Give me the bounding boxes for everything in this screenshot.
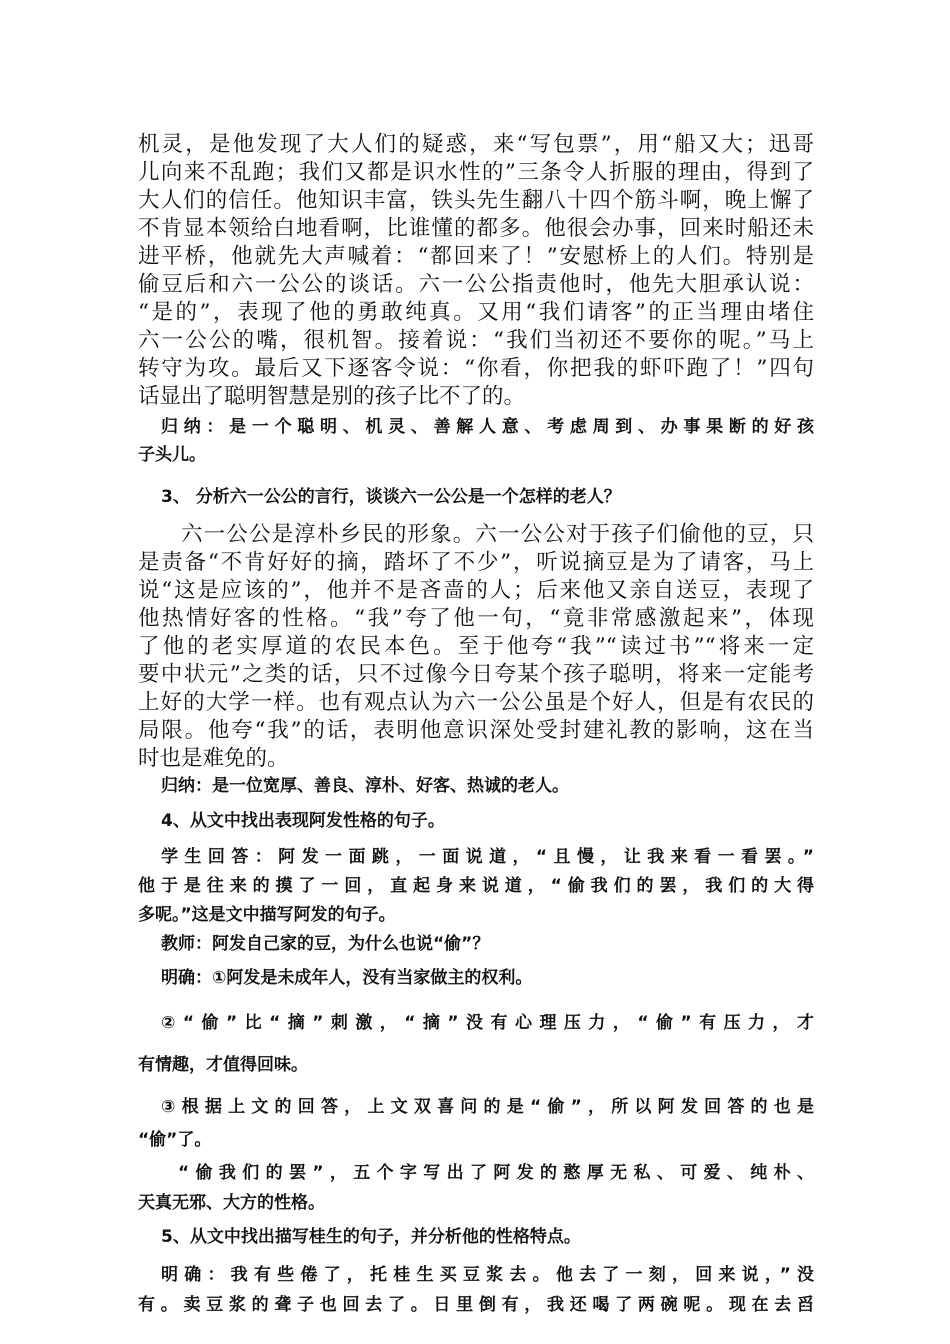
paragraph-line: 六一公公的嘴，很机智。接着说：“我们当初还不要你的呢。”马上 [138, 328, 814, 353]
paragraph-line: 时也是难免的。 [138, 746, 289, 771]
paragraph-line: 机灵，是他发现了大人们的疑惑，来“写包票”，用“船又大；迅哥 [138, 132, 814, 157]
paragraph-line: 说“这是应该的”，他并不是吝啬的人；后来他又亲自送豆，表现了 [138, 578, 814, 603]
question-heading: 5、从文中找出描写桂生的句子，并分析他的性格特点。 [161, 1227, 581, 1247]
answer-line: 他于是往来的摸了一回，直起身来说道，“偷我们的罢，我们的大得 [138, 876, 814, 896]
summary-line: 归纳：是一位宽厚、善良、淳朴、好客、热诚的老人。 [161, 776, 569, 796]
paragraph-line: 六一公公是淳朴乡民的形象。六一公公对于孩子们偷他的豆，只 [181, 522, 814, 547]
paragraph-line: 话显出了聪明智慧是别的孩子比不了的。 [138, 384, 526, 409]
answer-line: 有情趣，才值得回味。 [138, 1055, 308, 1075]
paragraph-line: 他热情好客的性格。“我”夸了他一句，“竟非常感激起来”，体现 [138, 606, 814, 631]
summary-line: 归纳：是一个聪明、机灵、善解人意、考虑周到、办事果断的好孩 [161, 417, 814, 437]
paragraph-line: 要中状元”之类的话，只不过像今日夸某个孩子聪明，将来一定能考 [138, 662, 814, 687]
answer-line: 天真无邪、大方的性格。 [138, 1193, 325, 1213]
question-heading: 3、 分析六一公公的言行，谈谈六一公公是一个怎样的老人？ [161, 487, 621, 507]
paragraph-line: 进平桥，他就先大声喊着：“都回来了！”安慰桥上的人们。特别是 [138, 244, 814, 269]
answer-line: 教师：阿发自己家的豆，为什么也说“偷”？ [161, 934, 490, 954]
answer-line: ③根据上文的回答，上文双喜问的是“偷”，所以阿发回答的也是 [161, 1097, 814, 1117]
paragraph-line: 了他的老实厚道的农民本色。至于他夸“我”“读过书”“将来一定 [138, 634, 814, 659]
paragraph-line: 儿向来不乱跑；我们又都是识水性的”三条令人折服的理由，得到了 [138, 160, 814, 185]
answer-line: 学生回答：阿发一面跳，一面说道，“且慢，让我来看一看罢。” [161, 847, 814, 867]
answer-line: 多呢。”这是文中描写阿发的句子。 [138, 905, 396, 925]
paragraph-line: 不肯显本领给白地看啊，比谁懂的都多。他很会办事，回来时船还未 [138, 216, 814, 241]
answer-line: 明确：①阿发是未成年人，没有当家做主的权利。 [161, 968, 533, 988]
paragraph-line: “是的”，表现了他的勇敢纯真。又用“我们请客”的正当理由堵住 [138, 300, 814, 325]
paragraph-line: 大人们的信任。他知识丰富，铁头先生翻八十四个筋斗啊，晚上懈了 [138, 188, 814, 213]
summary-line: 子头儿。 [138, 445, 206, 465]
answer-line: ②“偷”比“摘”刺激，“摘”没有心理压力，“偷”有压力，才 [161, 1013, 814, 1033]
question-heading: 4、从文中找出表现阿发性格的句子。 [161, 811, 445, 831]
answer-line: 有。卖豆浆的聋子也回去了。日里倒有，我还喝了两碗呢。现在去舀 [138, 1295, 814, 1315]
answer-line: “偷我们的罢”，五个字写出了阿发的憨厚无私、可爱、纯朴、 [178, 1163, 814, 1183]
answer-line: 明确：我有些倦了，托桂生买豆浆去。他去了一刻，回来说，”没 [161, 1265, 814, 1285]
paragraph-line: 转守为攻。最后又下逐客令说：“你看，你把我的虾吓跑了！”四句 [138, 356, 814, 381]
paragraph-line: 上好的大学一样。也有观点认为六一公公虽是个好人，但是有农民的 [138, 690, 814, 715]
paragraph-line: 局限。他夸“我”的话，表明他意识深处受封建礼教的影响，这在当 [138, 718, 814, 743]
paragraph-line: 是责备“不肯好好的摘，踏坏了不少”，听说摘豆是为了请客，马上 [138, 550, 814, 575]
paragraph-line: 偷豆后和六一公公的谈话。六一公公指责他时，他先大胆承认说： [138, 272, 814, 297]
answer-line: “偷”了。 [138, 1130, 212, 1150]
